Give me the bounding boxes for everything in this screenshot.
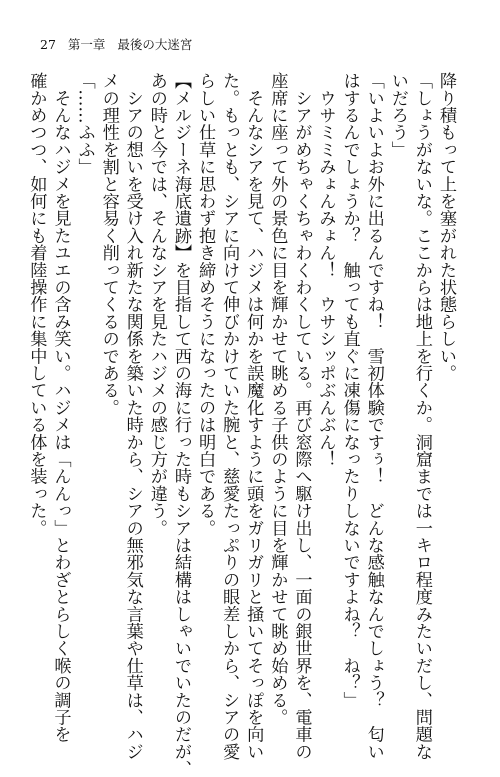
text-line: そんなシアを見て、ハジメは何かを誤魔化すように頭をガリガリと掻いてそっぽを向い bbox=[243, 72, 264, 760]
text-line: らしい仕草に思わず抱き締めそうになったのは明白である。 bbox=[195, 72, 216, 537]
text-line: 降り積もって上を塞がれた状態らしい。 bbox=[436, 72, 456, 382]
chapter-label: 第一章 bbox=[67, 37, 106, 52]
running-header bbox=[40, 34, 192, 54]
text-line: 「……ふふ」 bbox=[74, 72, 95, 176]
text-line: いだろう」 bbox=[387, 72, 408, 158]
text-line: ウサミミみょんみょん！ ウサシッポぶんぶん！ bbox=[315, 72, 336, 468]
text-line: た。もっとも、シアに向けて伸びかけていた腕と、慈愛たっぷりの眼差しから、シアの愛 bbox=[219, 72, 240, 760]
text-line: あの時と今では、そんなシアを見たハジメの感じ方が違う。 bbox=[146, 72, 167, 537]
text-line: 確かめつつ、如何にも着陸操作に集中している体を装った。 bbox=[26, 72, 47, 537]
text-line: シアの想いを受け入れ新たな関係を築いた時から、シアの無邪気な言葉や仕草は、ハジ bbox=[122, 72, 143, 760]
vertical-body-text bbox=[26, 72, 458, 777]
text-line: メの理性を割と容易く削ってくるのである。 bbox=[98, 72, 119, 416]
text-line: 【メルジーネ海底遺跡】を目指して西の海に行った時もシアは結構はしゃいでいたのだが、 bbox=[170, 72, 191, 777]
text-line: シアがめちゃくちゃわくわくしている。再び窓際へ駆け出し、一面の銀世界を、電車の bbox=[291, 72, 312, 760]
text-line: 座席に座って外の景色に目を輝かせて眺める子供のように目を輝かせて眺め始める。 bbox=[267, 72, 288, 726]
page-number: 27 bbox=[40, 36, 56, 52]
chapter-title: 最後の大迷宮 bbox=[117, 37, 193, 52]
text-line: 「しょうがないな。ここからは地上を行くか。洞窟までは一キロ程度みたいだし、問題な bbox=[411, 72, 432, 760]
text-line: 「いよいよお外に出るんですね！ 雪初体験ですぅ！ どんな感触なんでしょう？ 匂い bbox=[363, 72, 384, 760]
text-line: そんなハジメを見たユエの含み笑い。ハジメは「んんっ」とわざとらしく喉の調子を bbox=[50, 72, 71, 743]
text-line: はするんでしょうか？ 触っても直ぐに凍傷になったりしないですよね？ ね？」 bbox=[339, 72, 360, 709]
